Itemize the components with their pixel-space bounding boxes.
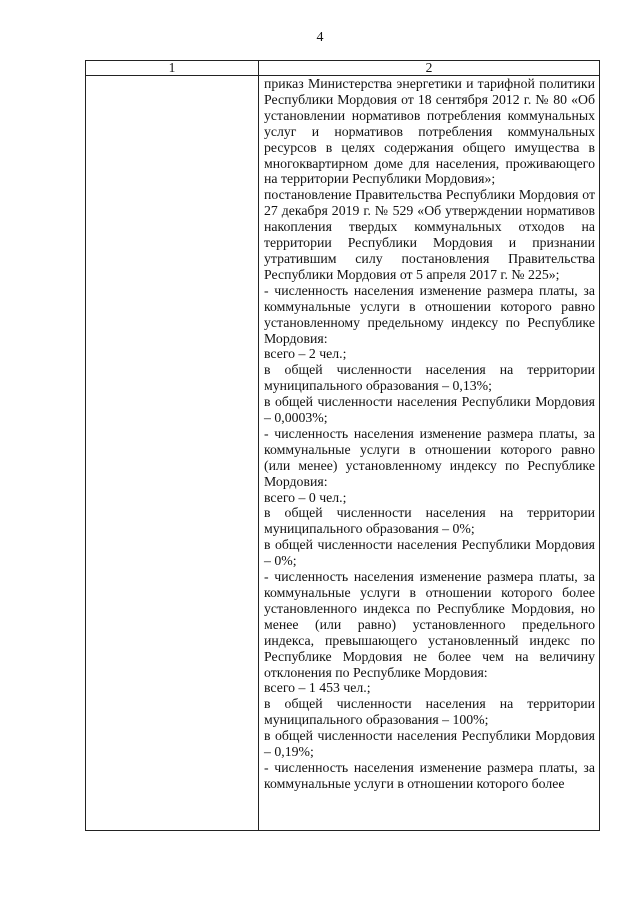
table-row	[86, 76, 600, 831]
paragraph-order-ministry: приказ Министерства энергетики и тарифной политики Республики Мордовия от 18 сентября 2012 г. № 80 «Об установлении нормативов потребления коммунальных услуг и нормативов потребления коммунальных ресурсов в целях содержания общего имущества в многоквартирном доме для населения, проживающего на территории Республики Мордовия»;	[264, 76, 595, 187]
paragraph-share-republic-3: в общей численности населения Республики Мордовия – 0,19%;	[264, 728, 595, 760]
paragraph-government-resolution: постановление Правительства Республики Мордовия от 27 декабря 2019 г. № 529 «Об утверждении нормативов накопления твердых коммунальных отходов на территории Республики Мордовия и признании утратившим силу постановления Правительства Республики Мордовия от 5 апреля 2017 г. № 225»;	[264, 187, 595, 282]
paragraph-total-2: всего – 0 чел.;	[264, 489, 347, 505]
table-header-row	[86, 61, 600, 76]
page-number: 4	[316, 30, 324, 45]
paragraph-total-3: всего – 1 453 чел.;	[264, 680, 371, 696]
paragraph-population-above-index: - численность населения изменение размера платы, за коммунальные услуги в отношении которого более установленного индекса по Республике Мордовия, но менее (или равно) установленного предельного индекса, превышающего установленный индекс по Республике Мордовия не более чем на величину отклонения по Республике Мордовия:	[264, 569, 595, 680]
column-header-1: 1	[86, 61, 259, 76]
paragraph-share-republic-1: в общей численности населения Республики Мордовия – 0,0003%;	[264, 394, 595, 426]
paragraph-share-municipal-3: в общей численности населения на территории муниципального образования – 100%;	[264, 696, 595, 728]
paragraph-share-municipal-1: в общей численности населения на территории муниципального образования – 0,13%;	[264, 362, 595, 394]
paragraph-population-equal-limit: - численность населения изменение размера платы, за коммунальные услуги в отношении которого равно установленному предельному индексу по Республике Мордовия:	[264, 282, 595, 346]
paragraph-population-equal-or-less: - численность населения изменение размера платы, за коммунальные услуги в отношении которого равно (или менее) установленному индексу по Республике Мордовия:	[264, 425, 595, 489]
document-table	[85, 60, 600, 831]
cell-text-content	[259, 76, 599, 830]
paragraph-share-republic-2: в общей численности населения Республики Мордовия – 0%;	[264, 537, 595, 569]
column-header-2: 2	[259, 61, 600, 76]
paragraph-total-1: всего – 2 чел.;	[264, 346, 347, 362]
table-cell-column-1	[86, 76, 259, 831]
paragraph-share-municipal-2: в общей численности населения на территории муниципального образования – 0%;	[264, 505, 595, 537]
paragraph-population-continued: - численность населения изменение размера платы, за коммунальные услуги в отношении которого более	[264, 759, 595, 791]
table-cell-column-2	[259, 76, 600, 831]
